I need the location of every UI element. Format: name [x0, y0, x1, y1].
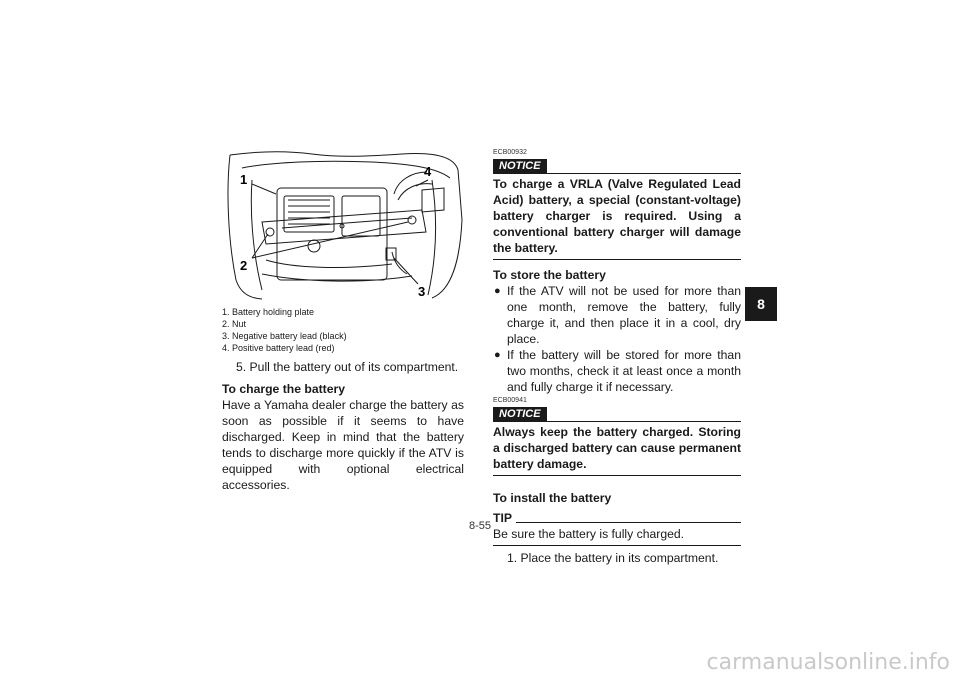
store-list	[493, 283, 741, 395]
bullet-icon: ●	[494, 285, 501, 297]
callout-legend-item: 3. Negative battery lead (black)	[222, 331, 347, 341]
list-item-text: If the battery will be stored for more than two months, check it at least once a month and fully charge it if necessary.	[507, 348, 741, 394]
notice-badge: NOTICE	[493, 159, 547, 174]
list-item	[493, 283, 741, 347]
callout-3: 3	[418, 284, 426, 299]
notice-rule	[547, 421, 741, 422]
page-number: 8-55	[468, 520, 492, 532]
charge-heading: To charge the battery	[222, 382, 346, 396]
notice-rule	[547, 173, 741, 174]
tip-text: Be sure the battery is fully charged.	[493, 526, 741, 546]
right-column	[493, 149, 741, 566]
list-item	[493, 347, 741, 395]
bullet-icon: ●	[494, 349, 501, 361]
callout-1: 1	[240, 172, 248, 187]
battery-illustration	[222, 150, 464, 300]
notice-text: Always keep the battery charged. Storing a discharged battery can cause permanent battery damage.	[493, 424, 741, 476]
notice-header	[493, 157, 741, 174]
tip-label: TIP	[493, 511, 512, 525]
callout-2: 2	[240, 258, 248, 273]
charge-text: Have a Yamaha dealer charge the battery as soon as possible if it seems to have discharged. Keep in mind that the battery tends to discharge more quickly if the ATV is equipped with optional electrical accessories.	[222, 398, 464, 492]
step-1: 1. Place the battery in its compartment.	[507, 551, 719, 565]
notice-header	[493, 405, 741, 422]
left-column	[222, 150, 464, 493]
callout-legend-item: 1. Battery holding plate	[222, 307, 315, 317]
callout-legend	[222, 306, 464, 354]
step-5: 5. Pull the battery out of its compartment.	[236, 360, 459, 374]
battery-compartment-drawing	[222, 150, 464, 300]
reference-code: ECB00932	[493, 149, 527, 156]
callout-legend-item: 2. Nut	[222, 319, 247, 329]
reference-code: ECB00941	[493, 397, 527, 404]
notice-text: To charge a VRLA (Valve Regulated Lead Acid) battery, a special (constant-voltage) battery charger is required. Using a conventional battery charger will damage the battery.	[493, 176, 741, 260]
callout-legend-item: 4. Positive battery lead (red)	[222, 343, 335, 353]
notice-badge: NOTICE	[493, 407, 547, 422]
watermark: carmanualsonline.info	[706, 650, 950, 675]
chapter-tab: 8	[745, 287, 777, 321]
install-heading: To install the battery	[493, 491, 612, 505]
callout-4: 4	[424, 164, 432, 179]
list-item-text: If the ATV will not be used for more than one month, remove the battery, fully charge it, and then place it in a cool, dry place.	[507, 284, 741, 346]
store-heading: To store the battery	[493, 268, 606, 282]
